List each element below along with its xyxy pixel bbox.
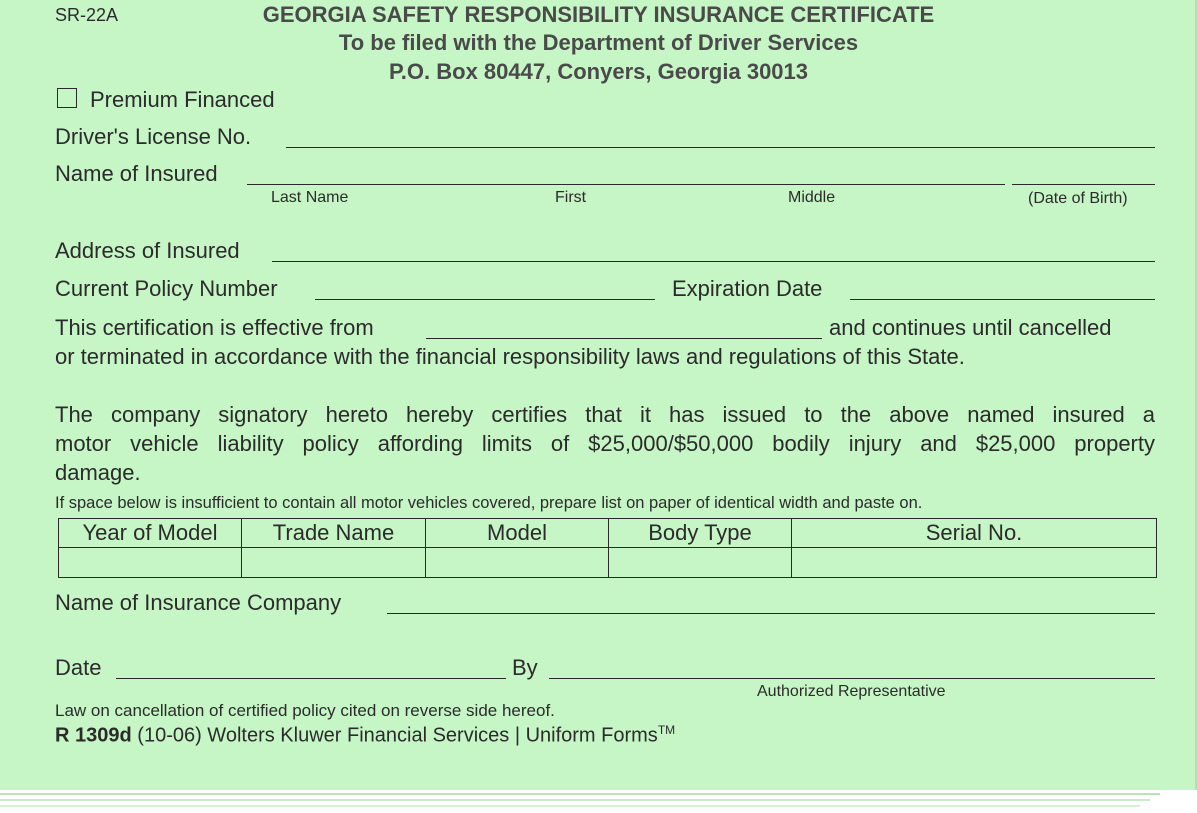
form-subtitle-department: To be filed with the Department of Driver Services [338, 30, 859, 55]
expiration-date-line[interactable] [850, 299, 1155, 300]
first-name-caption: First [555, 189, 587, 206]
vehicle-table-header [59, 519, 1157, 548]
continues-until-label: and continues until cancelled [829, 315, 1112, 340]
cell-year-of-model[interactable] [59, 548, 242, 578]
date-label: Date [55, 655, 102, 680]
middle-name-caption: Middle [788, 189, 836, 206]
header-serial-no: Serial No. [792, 519, 1157, 548]
form-code: SR-22A [55, 5, 119, 25]
header-year-of-model: Year of Model [59, 519, 242, 548]
form-subtitle-address: P.O. Box 80447, Conyers, Georgia 30013 [388, 59, 809, 84]
form-number: R 1309d [55, 724, 132, 747]
header-body-type: Body Type [609, 519, 792, 548]
vehicle-space-note: If space below is insufficient to contain all motor vehicles covered, prepare list on paper of identical width and paste on. [55, 494, 923, 512]
policy-number-label: Current Policy Number [55, 276, 278, 301]
name-of-insured-line[interactable] [247, 184, 1005, 185]
table-row [59, 548, 1157, 578]
effective-from-line[interactable] [426, 338, 822, 339]
law-note: Law on cancellation of certified policy cited on reverse side hereof. [55, 701, 555, 720]
date-of-birth-caption: (Date of Birth) [1028, 190, 1128, 207]
address-line[interactable] [272, 261, 1155, 262]
certify-line-1: The company signatory hereto hereby certifies that it has issued to the above named insured a [55, 402, 1155, 427]
authorized-representative-caption: Authorized Representative [757, 683, 946, 700]
stacked-sheet-edge-2 [0, 799, 1150, 801]
form-footer [55, 723, 675, 748]
premium-financed-checkbox[interactable] [57, 88, 77, 108]
premium-financed-label: Premium Financed [90, 87, 275, 112]
cell-trade-name[interactable] [242, 548, 426, 578]
name-of-insured-label: Name of Insured [55, 161, 218, 186]
date-line[interactable] [116, 678, 506, 679]
cell-body-type[interactable] [609, 548, 792, 578]
header-model: Model [426, 519, 609, 548]
cell-serial-no[interactable] [792, 548, 1157, 578]
address-label: Address of Insured [55, 238, 240, 263]
vehicle-table [58, 518, 1157, 578]
insurance-company-line[interactable] [387, 613, 1155, 614]
form-title: GEORGIA SAFETY RESPONSIBILITY INSURANCE CERTIFICATE [262, 2, 935, 27]
insurance-company-label: Name of Insurance Company [55, 590, 342, 615]
cell-model[interactable] [426, 548, 609, 578]
drivers-license-label: Driver's License No. [55, 124, 252, 149]
trademark-mark: TM [657, 723, 676, 737]
signature-line[interactable] [549, 678, 1155, 679]
by-label: By [512, 655, 538, 680]
terminated-text: or terminated in accordance with the financial responsibility laws and regulations of this State. [55, 344, 965, 369]
effective-from-label: This certification is effective from [55, 315, 374, 340]
policy-number-line[interactable] [315, 299, 655, 300]
drivers-license-line[interactable] [286, 147, 1155, 148]
stacked-sheet-edge-1 [0, 793, 1160, 795]
certify-line-3: damage. [55, 460, 141, 485]
certify-line-2: motor vehicle liability policy affording limits of $25,000/$50,000 bodily injury and $25,000 property [55, 431, 1155, 456]
date-of-birth-line[interactable] [1012, 184, 1155, 185]
publisher-text: (10-06) Wolters Kluwer Financial Services | Uniform Forms [137, 724, 658, 747]
header-trade-name: Trade Name [242, 519, 426, 548]
expiration-date-label: Expiration Date [672, 276, 823, 301]
last-name-caption: Last Name [271, 189, 349, 206]
stacked-sheet-edge-3 [0, 805, 1140, 807]
